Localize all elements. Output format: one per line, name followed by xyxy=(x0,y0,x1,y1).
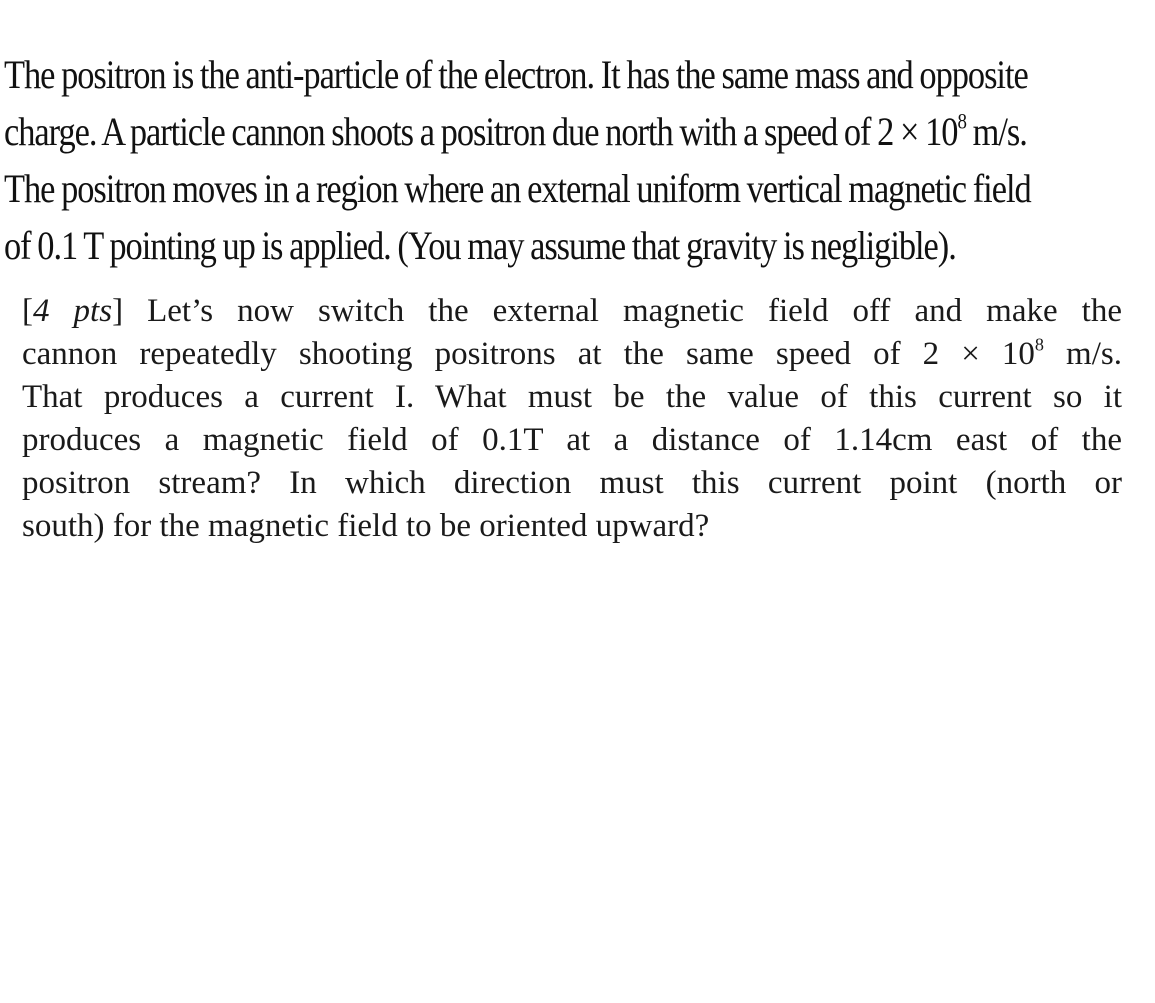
intro-line-1: The positron is the anti-particle of the electron. It has the same mass and opposite xyxy=(4,52,1028,97)
points-label: 4 pts xyxy=(33,293,113,329)
question-line-2-unit: m/s. xyxy=(1043,336,1122,372)
open-bracket: [ xyxy=(22,293,33,329)
intro-line-2 xyxy=(4,103,1139,160)
question-line-1 xyxy=(22,290,1122,333)
question-line-2 xyxy=(22,333,1122,376)
intro-line-2-text: charge. A particle cannon shoots a positron due north with a speed of 2 × 10 xyxy=(4,109,958,154)
question-line-4: produces a magnetic field of 0.1T at a distance of 1.14cm east of the xyxy=(22,422,1122,458)
question-line-1-text: ] Let’s now switch the external magnetic field off and make the xyxy=(112,293,1122,329)
question-line-6: south) for the magnetic field to be oriented upward? xyxy=(22,508,710,544)
question-line-3: That produces a current I. What must be the value of this current so it xyxy=(22,379,1122,415)
intro-line-2-unit: m/s. xyxy=(965,109,1027,154)
intro-line-3: The positron moves in a region where an external uniform vertical magnetic field xyxy=(4,166,1031,211)
exponent: 8 xyxy=(1034,334,1044,355)
question-line-5: positron stream? In which direction must this current point (north or xyxy=(22,465,1122,501)
intro-line-4: of 0.1 T pointing up is applied. (You may assume that gravity is negligible). xyxy=(4,223,956,268)
question-line-2-text: cannon repeatedly shooting positrons at the same speed of 2 × 10 xyxy=(22,336,1035,372)
question-paragraph xyxy=(22,290,1122,548)
intro-paragraph xyxy=(4,46,1139,274)
exponent: 8 xyxy=(957,108,966,134)
